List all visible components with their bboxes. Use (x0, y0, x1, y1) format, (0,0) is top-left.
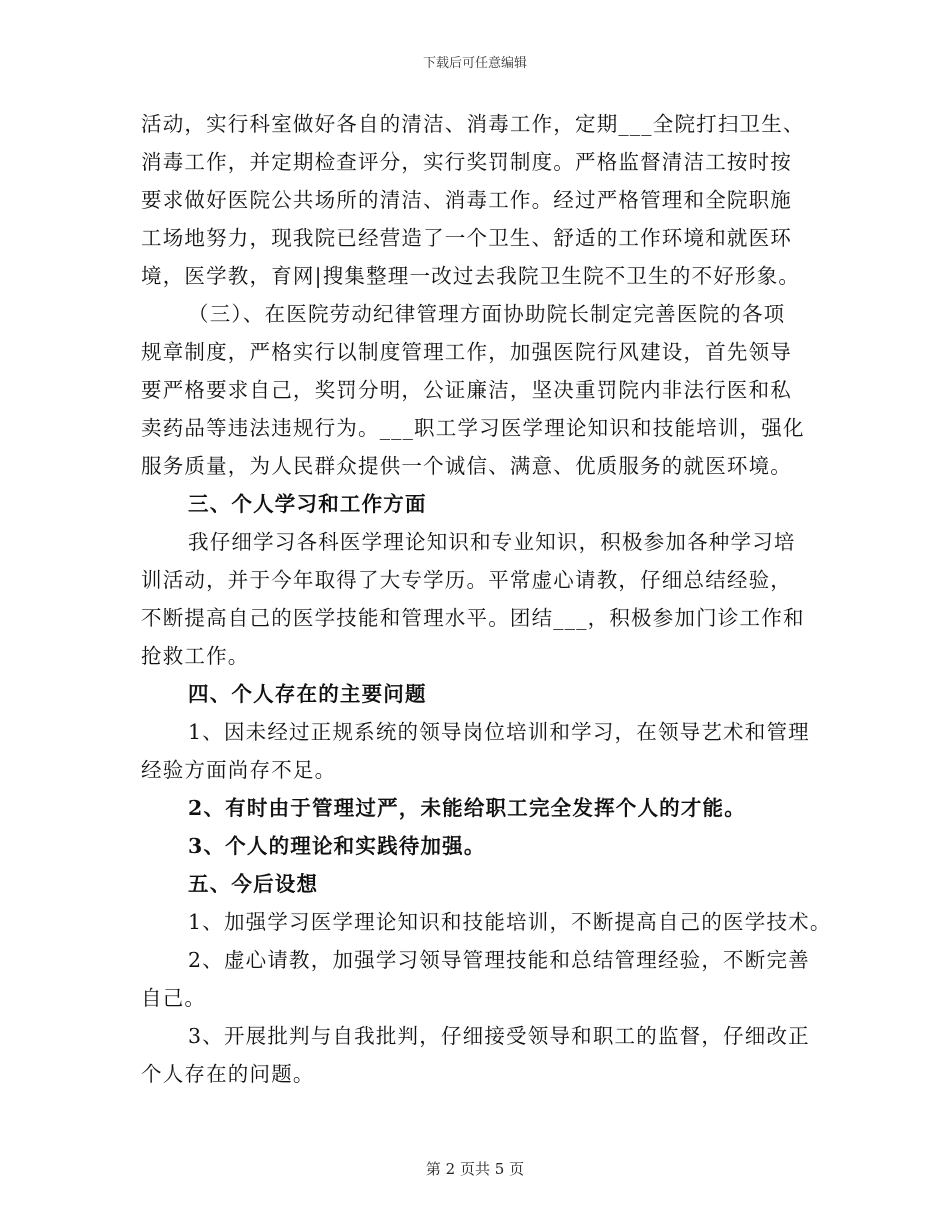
text-line-1: 活动，实行科室做好各自的清洁、消毒工作，定期___全院打扫卫生、 (141, 112, 805, 136)
text-line-18: 经验方面尚存不足。 (141, 758, 337, 782)
text-line-17: 1、因未经过正规系统的领导岗位培训和学习，在领导艺术和管理 (188, 720, 810, 744)
page-header: 下载后可任意编辑 (422, 56, 527, 71)
text-line-13: 训活动，并于今年取得了大专学历。平常虚心请教，仔细总结经验， (141, 568, 792, 592)
text-line-25: 3、开展批判与自我批判，仔细接受领导和职工的监督，仔细改正 (188, 1024, 810, 1048)
text-line-2: 消毒工作，并定期检查评分，实行奖罚制度。严格监督清洁工按时按 (141, 150, 792, 174)
text-line-7: 规章制度，严格实行以制度管理工作，加强医院行风建设，首先领导 (141, 340, 792, 364)
section-heading-5: 五、今后设想 (188, 872, 319, 896)
text-line-3: 要求做好医院公共场所的清洁、消毒工作。经过严格管理和全院职施 (141, 188, 792, 212)
section-heading-4: 四、个人存在的主要问题 (188, 682, 427, 706)
text-line-5: 境，医学教，育网|搜集整理一改过去我院卫生院不卫生的不好形象。 (141, 264, 801, 288)
text-line-20: 3、个人的理论和实践待加强。 (188, 834, 486, 858)
text-line-19: 2、有时由于管理过严，未能给职工完全发挥个人的才能。 (188, 796, 746, 820)
text-line-4: 工场地努力，现我院已经营造了一个卫生、舒适的工作环境和就医环 (141, 226, 792, 250)
text-line-26: 个人存在的问题。 (141, 1062, 315, 1086)
text-line-23: 2、虚心请教，加强学习领导管理技能和总结管理经验，不断完善 (188, 948, 810, 972)
section-heading-3: 三、个人学习和工作方面 (188, 492, 427, 516)
text-line-8: 要严格要求自己，奖罚分明，公证廉洁，坚决重罚院内非法行医和私 (141, 378, 792, 402)
text-line-10: 服务质量，为人民群众提供一个诚信、满意、优质服务的就医环境。 (141, 454, 792, 478)
text-line-15: 抢救工作。 (141, 644, 250, 668)
text-line-22: 1、加强学习医学理论知识和技能培训，不断提高自己的医学技术。 (188, 910, 832, 934)
text-line-12: 我仔细学习各科医学理论知识和专业知识，积极参加各种学习培 (188, 530, 796, 554)
text-line-6: （三）、在医院劳动纪律管理方面协助院长制定完善医院的各项 (188, 302, 786, 326)
text-line-9: 卖药品等违法违规行为。___职工学习医学理论知识和技能培训，强化 (141, 416, 805, 440)
text-line-14: 不断提高自己的医学技能和管理水平。团结___，积极参加门诊工作和 (141, 606, 805, 630)
text-line-24: 自己。 (141, 986, 207, 1010)
page-footer: 第 2 页共 5 页 (425, 1160, 525, 1178)
